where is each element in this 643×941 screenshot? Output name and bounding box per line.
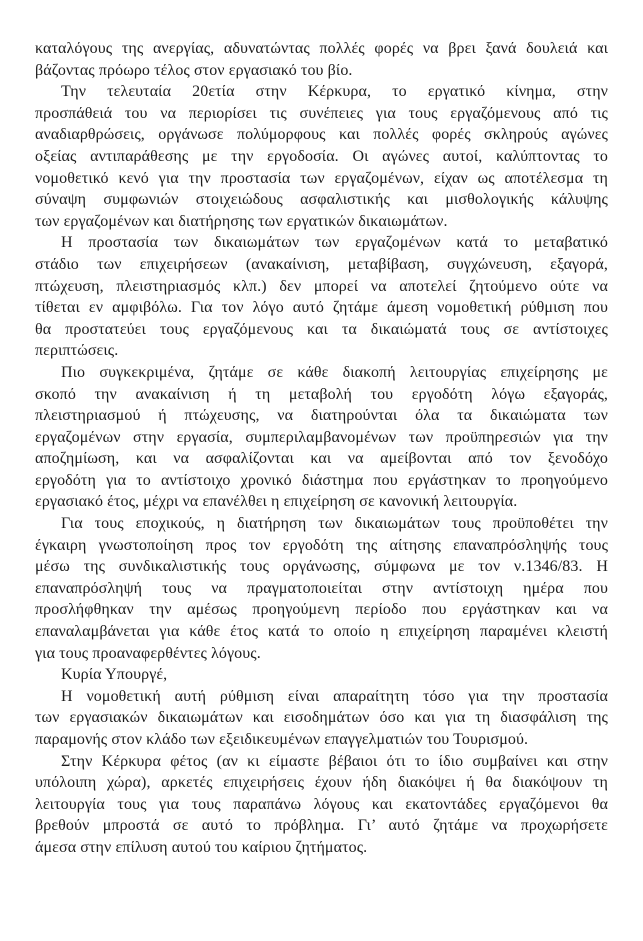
- text-line: προσλήφθηκαν την αμέσως προηγούμενη περίοδο που εργάστηκαν και να: [35, 601, 608, 619]
- paragraph: [35, 751, 608, 859]
- text-line: αποζημίωση, και να ασφαλίζονται και να αμείβονται από τον ξενοδόχο: [35, 450, 608, 468]
- text-line: προσπάθειά του να περιορίσει τις συνέπειες για τους εργαζόμενους από τις: [35, 104, 608, 122]
- text-line: Για τους εποχικούς, η διατήρηση των δικαιωμάτων τους προϋποθέτει την: [61, 515, 608, 533]
- text-line: επαναλαμβάνεται για κάθε έτος κατά το οποίο η επιχείρηση παραμένει κλειστή: [35, 623, 608, 641]
- paragraph: [35, 38, 608, 81]
- text-line: εργασιακό έτος, μέχρι να επανέλθει η επιχείρηση σε κανονική λειτουργία.: [35, 493, 518, 511]
- text-line: Την τελευταία 20ετία στην Κέρκυρα, το εργατικό κίνημα, στην: [61, 83, 608, 101]
- text-line: μέσω της συνδικαλιστικής τους οργάνωσης, σύμφωνα με τον ν.1346/83. Η: [35, 558, 608, 576]
- text-line: σύναψη συμφωνιών στοιχειώδους ασφαλιστικής και μισθολογικής κάλυψης: [35, 191, 608, 209]
- text-line: εργοδότη για το αντίστοιχο χρονικό διάστημα που εργάστηκαν το προηγούμενο: [35, 471, 608, 489]
- text-line: καταλόγους της ανεργίας, αδυνατώντας πολλές φορές να βρει ξανά δουλειά και: [35, 40, 608, 57]
- text-line: Κυρία Υπουργέ,: [61, 666, 168, 684]
- text-line: Η νομοθετική αυτή ρύθμιση είναι απαραίτητη τόσο για την προστασία: [61, 687, 608, 705]
- paragraph: [35, 81, 608, 232]
- paragraph: [35, 664, 608, 686]
- text-line: οξείας αντιπαράθεσης με την εργοδοσία. Οι αγώνες αυτοί, καλύπτοντας το: [35, 147, 608, 165]
- text-line: υπόλοιπη χώρα), αρκετές επιχειρήσεις έχουν ήδη διακόψει ή θα διακόψουν τη: [35, 774, 608, 792]
- text-line: αναδιαρθρώσεις, οργάνωσε πολύμορφους και πολλές φορές σκληρούς αγώνες: [35, 126, 608, 144]
- text-line: έγκαιρη γνωστοποίηση προς τον εργοδότη της αίτησης επαναπρόσληψής τους: [35, 536, 608, 554]
- paragraph: [35, 513, 608, 664]
- text-line: επαναπρόσληψή τους να πραγματοποιείται στην αντίστοιχη ημέρα που: [35, 579, 608, 597]
- text-line: εργαζομένων στην εργασία, συμπεριλαμβανομένων των προϋπηρεσιών για την: [35, 428, 608, 446]
- text-line: σκοπό την ανακαίνιση ή τη μεταβολή του εργοδότη λόγω εξαγοράς,: [35, 385, 608, 403]
- text-line: βρεθούν μπροστά σε αυτό το πρόβλημα. Γι’ αυτό ζητάμε να προχωρήσετε: [35, 817, 608, 835]
- text-line: άμεσα στην επίλυση αυτού του καίριου ζητήματος.: [35, 838, 368, 856]
- text-line: παραμονής στον κλάδο των εξειδικευμένων επαγγελματιών του Τουρισμού.: [35, 731, 529, 748]
- paragraph: [35, 686, 608, 751]
- paragraph: [35, 362, 608, 513]
- text-line: βάζοντας πρόωρο τέλος στον εργασιακό του βίο.: [35, 61, 353, 79]
- text-line: Στην Κέρκυρα φέτος (αν κι είμαστε βέβαιοι ότι το ίδιο συμβαίνει και στην: [61, 752, 608, 770]
- text-line: Πιο συγκεκριμένα, ζητάμε σε κάθε διακοπή λειτουργίας επιχείρησης με: [61, 363, 608, 381]
- text-line: για τους προαναφερθέντες λόγους.: [35, 644, 261, 662]
- text-line: περιπτώσεις.: [35, 342, 119, 360]
- text-line: θα προστατεύει τους εργαζόμενους και τα δικαιώματά τους σε αντίστοιχες: [35, 320, 608, 338]
- text-line: λειτουργία τους για τους παραπάνω λόγους και εκατοντάδες εργαζόμενοι θα: [35, 795, 608, 813]
- text-line: Η προστασία των δικαιωμάτων των εργαζομένων κατά το μεταβατικό: [61, 234, 608, 252]
- text-line: των εργασιακών δικαιωμάτων και εισοδημάτων όσο και για τη διασφάλιση της: [35, 709, 608, 727]
- text-line: πλειστηριασμού ή πτώχευσης, να διατηρούνται όλα τα δικαιώματα των: [35, 407, 608, 425]
- text-line: των εργαζομένων και διατήρησης των εργατικών δικαιωμάτων.: [35, 212, 448, 230]
- text-line: στάδιο των επιχειρήσεων (ανακαίνιση, μεταβίβαση, συγχώνευση, εξαγορά,: [35, 255, 608, 273]
- paragraph: [35, 232, 608, 362]
- text-line: πτώχευση, πλειστηριασμός κλπ.) δεν μπορεί να αποτελεί ζητούμενο ούτε να: [35, 277, 608, 295]
- text-line: νομοθετικό κενό για την προστασία των εργαζομένων, είχαν ως αποτέλεσμα τη: [35, 169, 608, 187]
- text-line: τίθεται εν αμφιβόλω. Για τον λόγο αυτό ζητάμε άμεση νομοθετική ρύθμιση που: [35, 299, 608, 317]
